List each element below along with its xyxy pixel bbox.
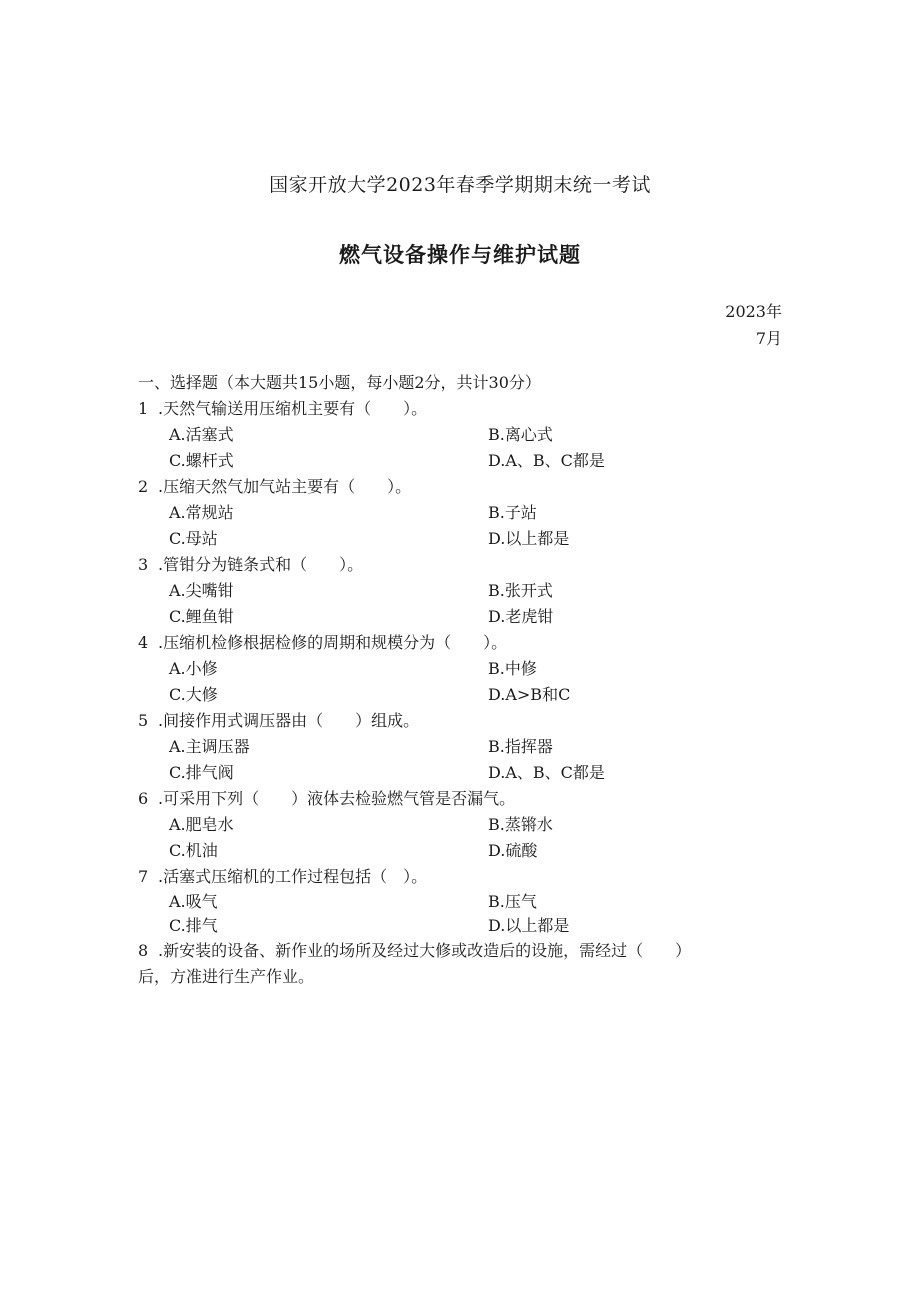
question-stem [138, 708, 778, 734]
option-b: B.蒸锵水 [488, 815, 553, 834]
option-c: C.鲤鱼钳 [169, 607, 234, 626]
question-number: 6 [138, 789, 149, 808]
option-row [138, 526, 778, 552]
question-stem [138, 630, 778, 656]
option-row [138, 838, 778, 864]
option-c: C.排气 [169, 916, 218, 935]
exam-header: 国家开放大学2023年春季学期期末统一考试 [269, 174, 651, 196]
question-section [138, 370, 778, 990]
option-b: B.子站 [488, 503, 537, 522]
question-text: .压缩天然气加气站主要有（ ）。 [158, 477, 412, 496]
option-c: C.大修 [169, 685, 218, 704]
option-row [138, 890, 778, 914]
option-a: A.肥皂水 [169, 815, 234, 834]
option-d: D.A>B和C [488, 685, 571, 704]
question-continuation: 后，方准进行生产作业。 [138, 967, 315, 986]
question-stem [138, 864, 778, 890]
option-d: D.老虎钳 [488, 607, 554, 626]
question-text: .可采用下列（ ）液体去检验燃气管是否漏气。 [158, 789, 516, 808]
exam-date [725, 298, 782, 352]
question-stem [138, 786, 778, 812]
option-row [138, 656, 778, 682]
question-text: .压缩机检修根据检修的周期和规模分为（ ）。 [158, 633, 508, 652]
question-text: .管钳分为链条式和（ ）。 [158, 555, 364, 574]
option-b: B.指挥器 [488, 737, 553, 756]
option-c: C.机油 [169, 841, 218, 860]
section-heading: 一、选择题（本大题共15小题，每小题2分，共计30分） [138, 373, 541, 392]
question-number: 7 [138, 867, 149, 886]
question-stem [138, 396, 778, 422]
exam-year: 2023年 [725, 302, 782, 321]
option-row [138, 578, 778, 604]
option-d: D.以上都是 [488, 916, 570, 935]
option-a: A.吸气 [169, 892, 218, 911]
question-text: .活塞式压缩机的工作过程包括（ ）。 [158, 867, 428, 886]
option-d: D.以上都是 [488, 529, 570, 548]
question-number: 3 [138, 555, 149, 574]
option-row [138, 448, 778, 474]
option-row [138, 734, 778, 760]
option-b: B.离心式 [488, 425, 553, 444]
option-c: C.母站 [169, 529, 218, 548]
question-text: .新安装的设备、新作业的场所及经过大修或改造后的设施，需经过（ ） [158, 941, 692, 960]
option-row [138, 760, 778, 786]
option-d: D.A、B、C都是 [488, 451, 605, 470]
option-d: D.硫酸 [488, 841, 538, 860]
option-row [138, 604, 778, 630]
question-number: 8 [138, 941, 149, 960]
paper-title: 燃气设备操作与维护试题 [339, 243, 581, 267]
question-text: .天然气输送用压缩机主要有（ ）。 [158, 399, 428, 418]
question-number: 2 [138, 477, 149, 496]
option-a: A.小修 [169, 659, 218, 678]
question-number: 1 [138, 399, 149, 418]
option-a: A.活塞式 [169, 425, 234, 444]
option-row [138, 500, 778, 526]
question-number: 4 [138, 633, 149, 652]
option-a: A.尖嘴钳 [169, 581, 234, 600]
option-row [138, 812, 778, 838]
option-c: C.排气阀 [169, 763, 234, 782]
option-d: D.A、B、C都是 [488, 763, 605, 782]
option-b: B.张开式 [488, 581, 553, 600]
question-text: .间接作用式调压器由（ ）组成。 [158, 711, 420, 730]
question-number: 5 [138, 711, 149, 730]
option-a: A.常规站 [169, 503, 234, 522]
option-row [138, 682, 778, 708]
option-b: B.中修 [488, 659, 537, 678]
question-stem [138, 552, 778, 578]
exam-month: 7月 [755, 329, 782, 348]
question-stem [138, 474, 778, 500]
option-a: A.主调压器 [169, 737, 250, 756]
option-b: B.压气 [488, 892, 537, 911]
option-row [138, 422, 778, 448]
question-stem [138, 938, 778, 964]
option-row [138, 914, 778, 938]
option-c: C.螺杆式 [169, 451, 234, 470]
